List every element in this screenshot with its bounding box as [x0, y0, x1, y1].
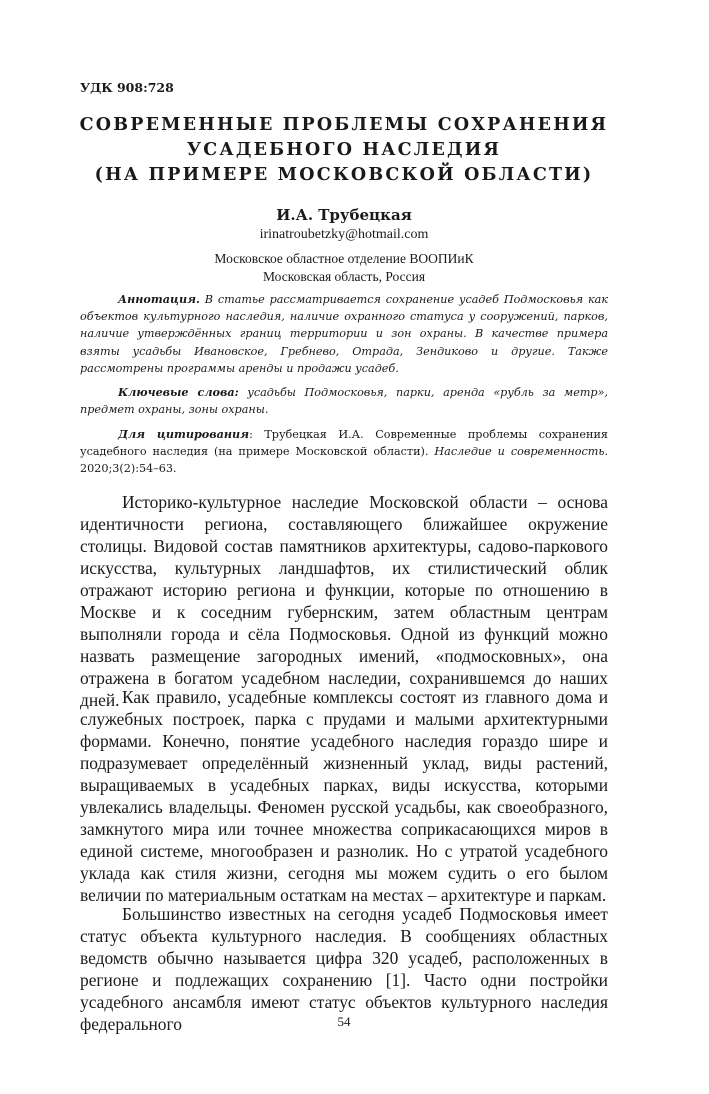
article-title: [70, 113, 618, 188]
abstract-label: Аннотация.: [118, 292, 200, 306]
author-location: Московская область, Россия: [262, 269, 426, 284]
citation: [80, 426, 608, 478]
body-paragraph: Историко-культурное наследие Московской области – основа идентичности региона, составляющего ближайшее окружение столицы. Видовой состав памятников архитектуры, садово-паркового искусства, культурных ландшафтов, их стилистический облик отражают историю региона и функции, которые по отношению в Москве и к соседним губернским, затем областным центрам выполняли города и сёла Подмосковья. Одной из функций можно назвать размещение загородных имений, «подмосковных», она отражена в богатом усадебном наследии, сохранившемся до наших дней.: [80, 492, 608, 710]
author-email[interactable]: irinatroubetzky@hotmail.com: [259, 227, 429, 242]
body-paragraph: Большинство известных на сегодня усадеб Подмосковья имеет статус объекта культурного наследия. В сообщениях областных ведомств обычно называется цифра 320 усадеб, расположенных в регионе и подлежащих сохранению [1]. Часто одни постройки усадебного ансамбля имеют статус объектов культурного наследия федерального: [80, 904, 608, 1034]
abstract-text: В статье рассматривается сохранение усадеб Подмосковья как объектов культурного наследия, наличие охранного статуса у сооружений, парков, наличие утверждённых границ территории и зон охраны. В качестве примера взяты усадьбы Ивановское, Гребнево, Отрада, Зендиково и другие. Также рассмотрены программы аренды и продажи усадеб.: [80, 293, 608, 375]
keywords-label: Ключевые слова:: [118, 385, 239, 399]
title-line: УСАДЕБНОГО НАСЛЕДИЯ: [186, 140, 502, 160]
author-affiliation: Московское областное отделение ВООПИиК: [214, 251, 474, 266]
body-paragraph: Как правило, усадебные комплексы состоят из главного дома и служебных построек, парка с прудами и малыми архитектурными формами. Конечно, понятие усадебного наследия гораздо шире и подразумевает определённый жизненный уклад, виды растений, выращиваемых в усадебных парках, виды искусства, которыми увлекались владельцы. Феномен русской усадьбы, как своеобразного, замкнутого мира или точнее множества соприкасающихся миров в единой системе, многообразен и разнолик. Но с утратой усадебного уклада как стиля жизни, сегодня мы можем судить о его былом величии по материальным остаткам на местах – архитектуре и паркам.: [80, 687, 608, 905]
citation-details: 2020;3(2):54–63.: [80, 462, 177, 476]
citation-text: : Трубецкая И.А. Современные проблемы сохранения усадебного наследия (на примере Московской области).: [80, 428, 608, 459]
title-line: (НА ПРИМЕРЕ МОСКОВСКОЙ ОБЛАСТИ): [94, 165, 594, 185]
citation-journal: Наследие и современность.: [434, 445, 609, 459]
abstract: [80, 291, 608, 377]
title-line: СОВРЕМЕННЫЕ ПРОБЛЕМЫ СОХРАНЕНИЯ: [79, 115, 609, 135]
author-affiliation-block: [80, 250, 608, 286]
udk-code: УДК 908:728: [80, 80, 174, 95]
page-number: 54: [337, 1014, 351, 1029]
keywords-text: усадьбы Подмосковья, парки, аренда «рубль за метр», предмет охраны, зоны охраны.: [80, 386, 608, 417]
keywords: [80, 384, 608, 418]
citation-label: Для цитирования: [118, 427, 250, 441]
author-name: И.А. Трубецкая: [276, 206, 412, 224]
